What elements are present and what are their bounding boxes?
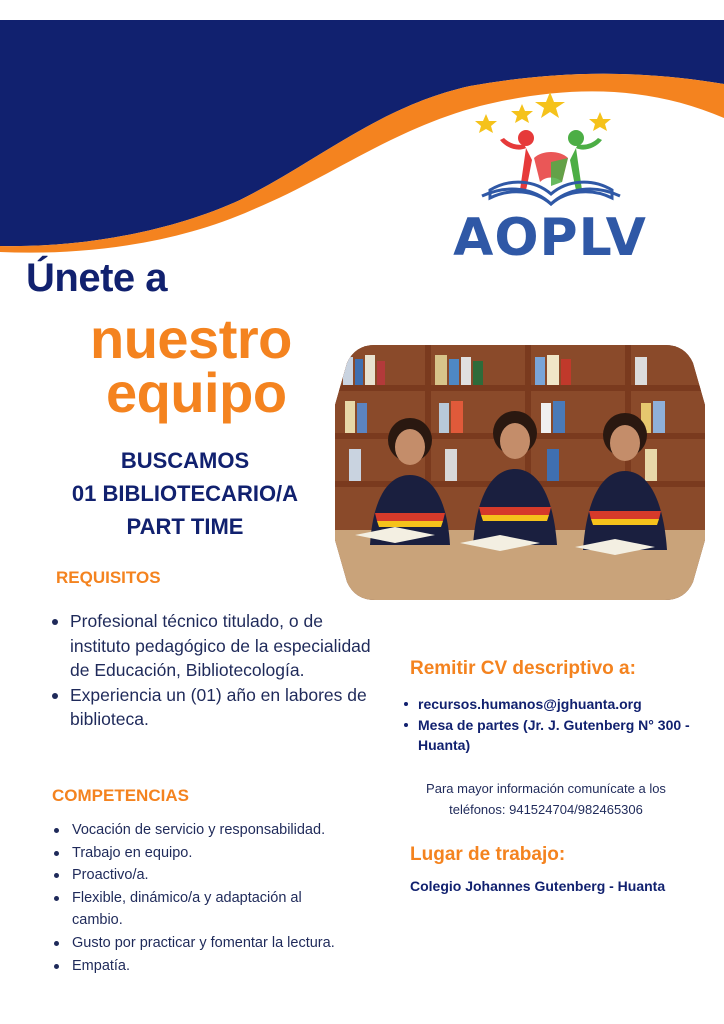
list-item: Trabajo en equipo.: [50, 842, 340, 865]
headline-team: equipo: [106, 361, 287, 424]
stars-icon: [475, 92, 611, 133]
submit-cv-list: [400, 694, 700, 756]
top-border: [0, 0, 724, 20]
children-book-logo-icon: [430, 90, 670, 210]
workplace-title: Lugar de trabajo:: [410, 844, 566, 865]
list-item: Profesional técnico titulado, o de instituto pedagógico de la especialidad de Educación, Bibliotecología.: [48, 609, 388, 683]
students-library-photo: [335, 345, 705, 600]
aoplv-logo: [430, 90, 670, 280]
competencies-list: [50, 819, 340, 977]
competencies-title: COMPETENCIAS: [52, 786, 189, 805]
email-link[interactable]: recursos.humanos@jghuanta.org: [400, 694, 700, 714]
requirements-title: REQUISITOS: [56, 568, 161, 587]
contact-info: Para mayor información comunícate a los teléfonos: 941524704/982465306: [426, 781, 666, 817]
seeking-line-3: PART TIME: [126, 514, 244, 539]
submit-cv-title: Remitir CV descriptivo a:: [410, 658, 636, 679]
list-item: Experiencia un (01) año en labores de biblioteca.: [48, 683, 388, 732]
requirements-list: [48, 609, 388, 732]
list-item: Gusto por practicar y fomentar la lectura.: [50, 932, 340, 955]
office-address: Mesa de partes (Jr. J. Gutenberg N° 300 - Huanta): [400, 715, 700, 755]
list-item: Proactivo/a.: [50, 864, 340, 887]
logo-wordmark: AOPLV: [453, 208, 647, 268]
seeking-line-2: 01 BIBLIOTECARIO/A: [71, 481, 299, 506]
workplace-value: Colegio Johannes Gutenberg - Huanta: [410, 878, 666, 894]
list-item: Flexible, dinámico/a y adaptación al cambio.: [50, 887, 340, 932]
list-item: Empatía.: [50, 955, 340, 978]
job-position-block: [40, 444, 330, 543]
headline-our: nuestro: [90, 307, 292, 370]
headline-join: Únete a: [26, 256, 167, 300]
seeking-line-1: BUSCAMOS: [120, 448, 250, 473]
list-item: Vocación de servicio y responsabilidad.: [50, 819, 340, 842]
